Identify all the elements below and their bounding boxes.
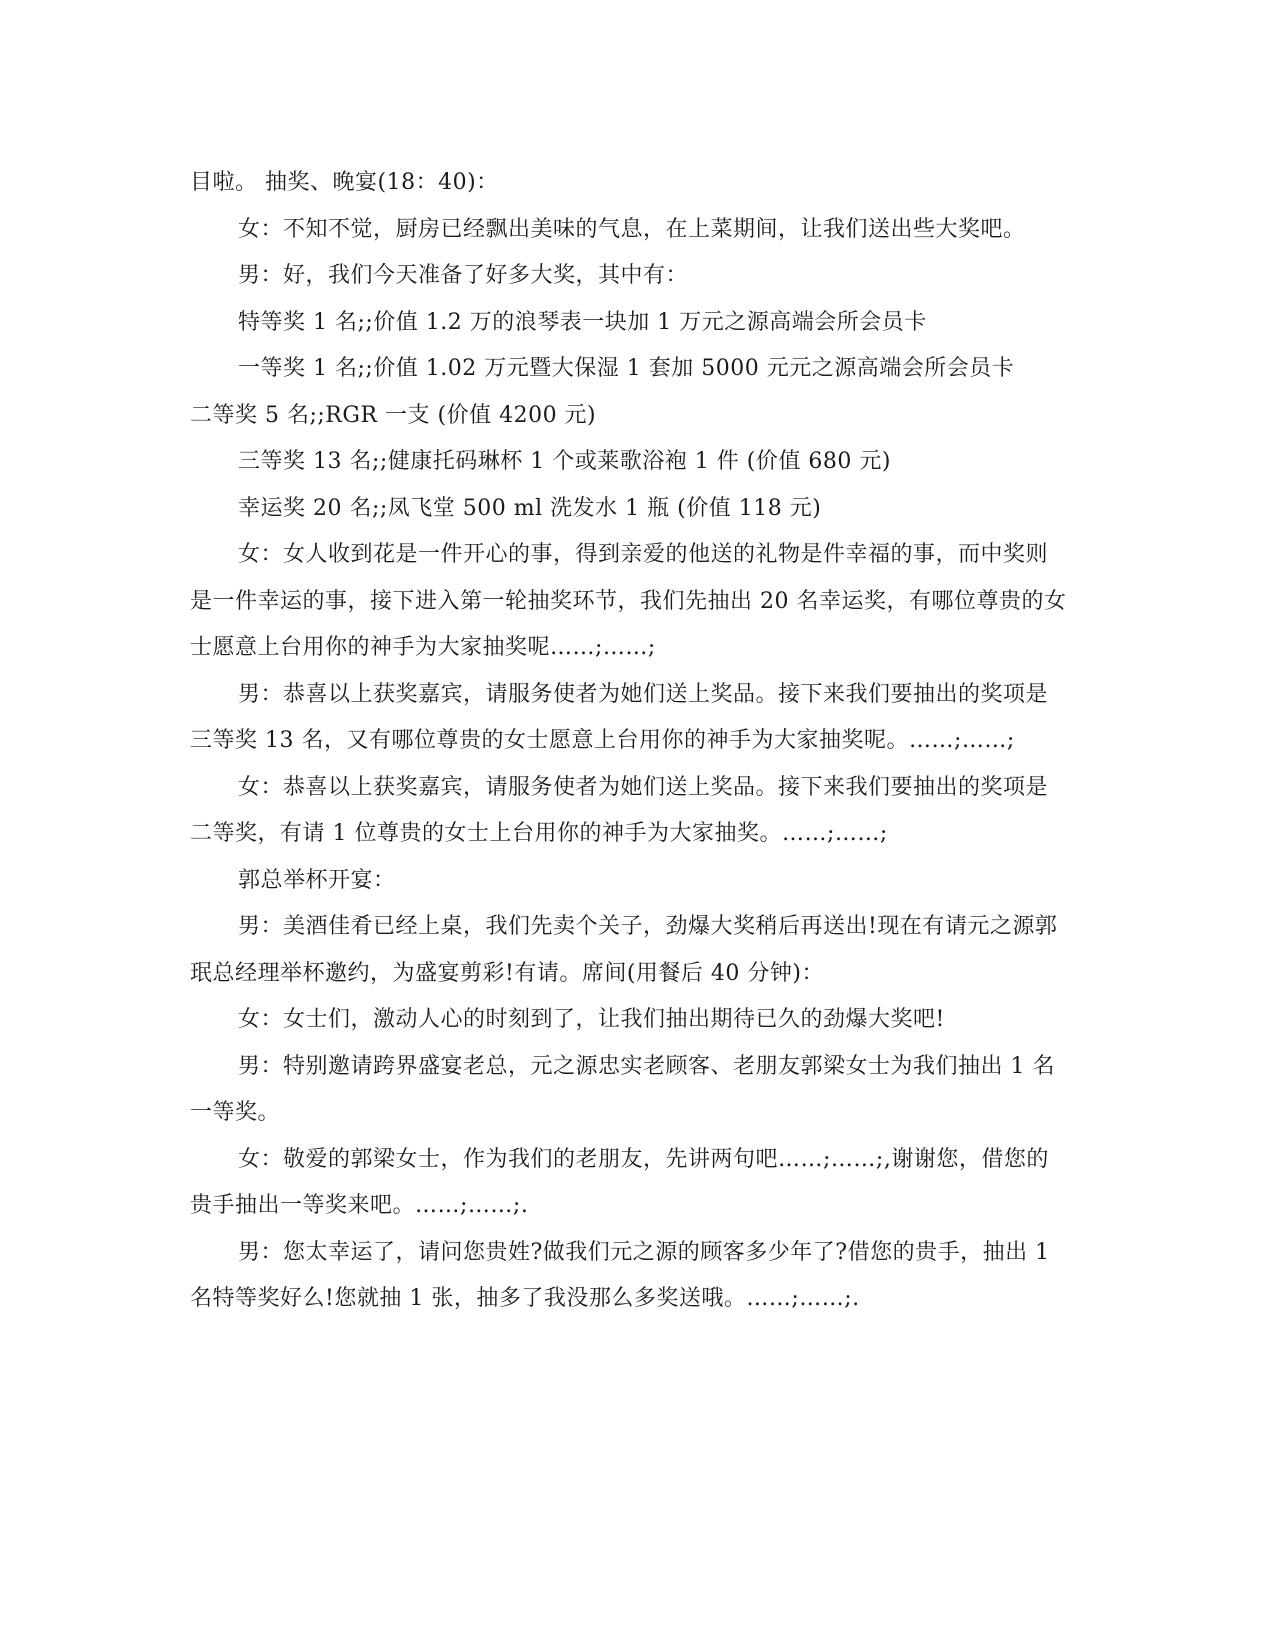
paragraph-14: 女：女士们，激动人心的时刻到了，让我们抽出期待已久的劲爆大奖吧! — [238, 1007, 945, 1032]
prize-special: 特等奖 1 名;;价值 1.2 万的浪琴表一块加 1 万元之源高端会所会员卡 — [238, 309, 927, 335]
prize-first: 一等奖 1 名;;价值 1.02 万元暨大保湿 1 套加 5000 元元之源高端会所会员卡 — [238, 356, 1015, 381]
prize-third: 三等奖 13 名;;健康托码琳杯 1 个或莱歌浴袍 1 件 (价值 680 元) — [238, 449, 891, 474]
paragraph-15: 男：特别邀请跨界盛宴老总，元之源忠实老顾客、老朋友郭梁女士为我们抽出 1 名一等奖。 — [190, 1053, 1055, 1125]
prize-second: 二等奖 5 名;;RGR 一支 (价值 4200 元) — [190, 402, 597, 428]
paragraph-10: 男：恭喜以上获奖嘉宾，请服务使者为她们送上奖品。接下来我们要抽出的奖项是三等奖 13 名，又有哪位尊贵的女士愿意上台用你的神手为大家抽奖呢。……;……; — [190, 681, 1049, 753]
paragraph-17: 男：您太幸运了，请问您贵姓?做我们元之源的顾客多少年了?借您的贵手，抽出 1 名特等奖好么!您就抽 1 张，抽多了我没那么多奖送哦。……;……;. — [190, 1239, 1050, 1311]
prize-lucky: 幸运奖 20 名;;凤飞堂 500 ml 洗发水 1 瓶 (价值 118 元) — [238, 495, 822, 521]
paragraph-16: 女：敬爱的郭梁女士，作为我们的老朋友，先讲两句吧……;……;,谢谢您，借您的贵手抽出一等奖来吧。……;……;. — [190, 1146, 1049, 1218]
paragraph-13: 男：美酒佳肴已经上桌，我们先卖个关子，劲爆大奖稍后再送出!现在有请元之源郭珉总经理举杯邀约，为盛宴剪彩!有请。席间(用餐后 40 分钟)： — [190, 914, 1058, 986]
section-heading-toast: 郭总举杯开宴： — [238, 867, 396, 893]
paragraph-3: 男：好，我们今天准备了好多大奖，其中有： — [238, 263, 689, 288]
paragraph-11: 女：恭喜以上获奖嘉宾，请服务使者为她们送上奖品。接下来我们要抽出的奖项是二等奖，有请 1 位尊贵的女士上台用你的神手为大家抽奖。……;……; — [190, 774, 1049, 846]
document-body — [190, 160, 1070, 1323]
paragraph-9: 女：女人收到花是一件开心的事，得到亲爱的他送的礼物是件幸福的事，而中奖则是一件幸运的事，接下进入第一轮抽奖环节，我们先抽出 20 名幸运奖，有哪位尊贵的女士愿意上台用你的神手为大家抽奖呢……;……; — [190, 542, 1067, 660]
paragraph-1: 目啦。 抽奖、晚宴(18：40)： — [190, 170, 499, 195]
paragraph-2: 女：不知不觉，厨房已经飘出美味的气息，在上菜期间，让我们送出些大奖吧。 — [238, 216, 1026, 242]
